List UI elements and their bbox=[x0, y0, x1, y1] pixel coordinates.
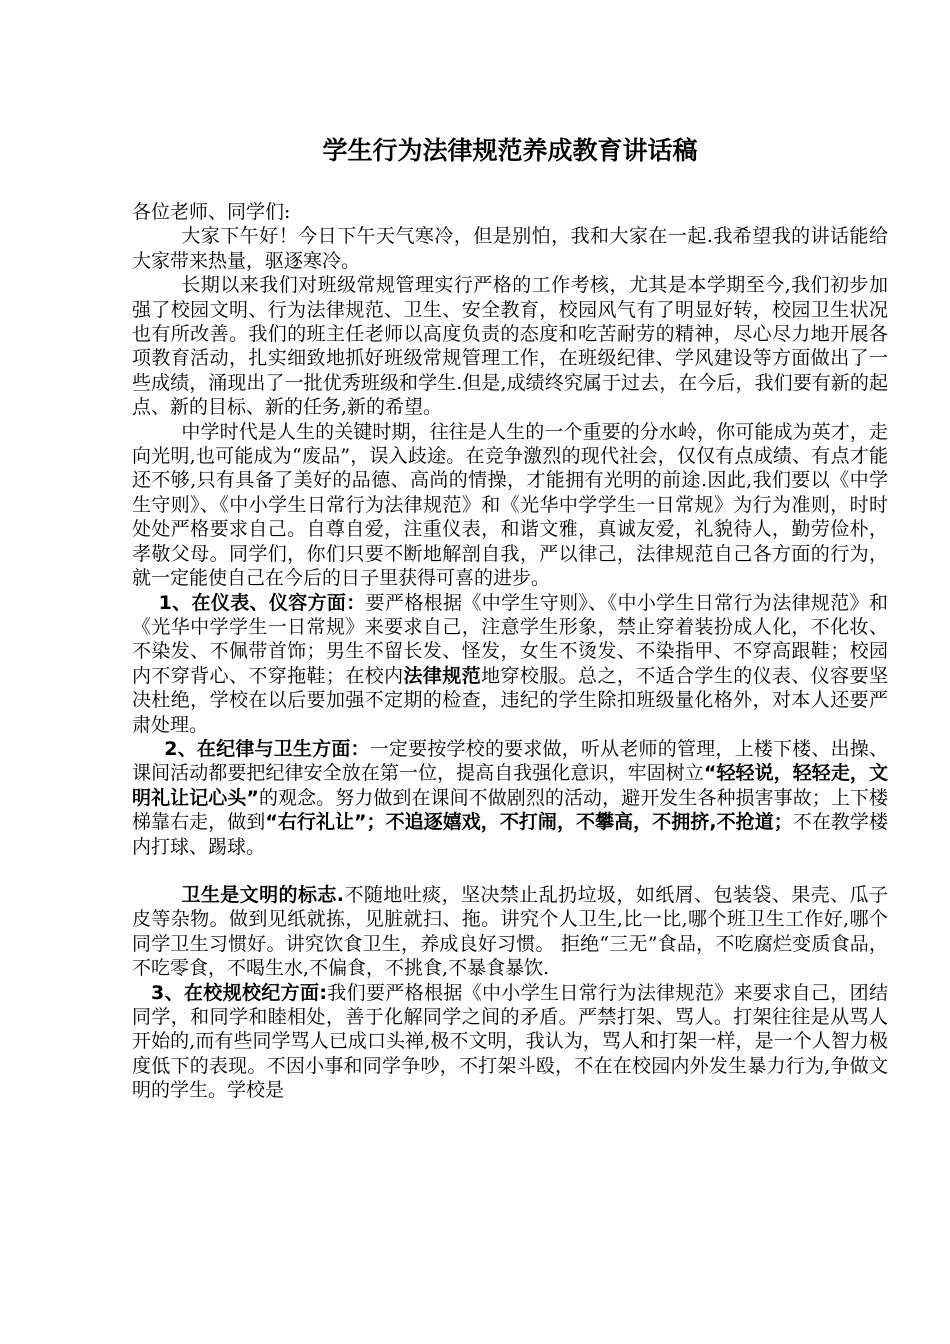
section-appearance-text-a: 要严格根据《中学生守则》、《中小学生日常行为法律规范》和《光华中学学生一日常规》来要求自己，注意学生形象，禁止穿着装扮成人化，不化妆、不染发、不佩带首饰；男生不留长发、怪发，女生不烫发、不染指甲、不穿高跟鞋；校园内不穿背心、不穿拖鞋；在校内 bbox=[132, 591, 888, 687]
document-body bbox=[132, 200, 888, 1103]
section-discipline-slogan: “轻轻说，轻轻走，文明礼让记心头” bbox=[132, 762, 888, 809]
section-appearance-text-b: 地穿校服。总之，不适合学生的仪表、仪容要坚决杜绝，学校在以后要加强不定期的检查，违纪的学生除扣班级量化格外，对本人还要严肃处理。 bbox=[132, 664, 888, 736]
section-hygiene-text: 不随地吐痰，坚决禁止乱扔垃圾，如纸屑、包装袋、果壳、瓜子皮等杂物。做到见纸就拣，见脏就扫、拖。讲究个人卫生,比一比,哪个班卫生工作好,哪个同学卫生习惯好。讲究饮食卫生，养成良好习惯。 拒绝“三无”食品，不吃腐烂变质食品，不吃零食，不喝生水,不偏食，不挑食,不暴食暴饮. bbox=[132, 883, 888, 980]
blank-line bbox=[132, 859, 888, 883]
section-discipline-text-b: 的观念。努力做到在课间不做剧烈的活动，避开发生各种损害事故；上下楼梯靠右走，做到 bbox=[132, 786, 888, 834]
paragraph-middle-school: 中学时代是人生的关键时期，往往是人生的一个重要的分水岭，你可能成为英才，走向光明,也可能成为“废品”，误入歧途。在竞争激烈的现代社会，仅仅有点成绩、有点才能还不够,只有具备了美好的品德、高尚的情操，才能拥有光明的前途.因此,我们要以《中学生守则》、《中小学生日常行为法律规范》和《光华中学学生一日常规》为行为准则，时时处处严格要求自己。自尊自爱，注重仪表，和谐文雅，真诚友爱，礼貌待人，勤劳俭朴，孝敬父母。同学们，你们只要不断地解剖自我，严以律己，法律规范自己各方面的行为，就一定能使自己在今后的日子里获得可喜的进步。 bbox=[132, 420, 888, 590]
section-appearance-heading: 1、在仪表、仪容方面： bbox=[158, 591, 366, 614]
greeting: 各位老师、同学们: bbox=[132, 201, 291, 223]
paragraph-welcome: 大家下午好！今日下午天气寒冷，但是别怕，我和大家在一起.我希望我的讲话能给大家带来热量，驱逐寒冷。 bbox=[132, 225, 888, 272]
section-school-rules-text: 我们要严格根据《中小学生日常行为法律规范》来要求自己，团结同学，和同学和睦相处，善于化解同学之间的矛盾。严禁打架、骂人。打架往往是从骂人开始的,而有些同学骂人已成口头禅,极不文明，我认为，骂人和打架一样，是一个人智力极度低下的表现。不因小事和同学争吵，不打架斗殴，不在在校园内外发生暴力行为,争做文明的学生。学校是 bbox=[132, 981, 888, 1102]
section-discipline-text-a: 一定要按学校的要求做，听从老师的管理，上楼下楼、出操、课间活动都要把纪律安全放在第一位，提高自我强化意识，牢固树立 bbox=[132, 737, 888, 785]
section-hygiene bbox=[132, 883, 888, 981]
section-discipline-text-c: 不在教学楼内打球、踢球。 bbox=[132, 811, 888, 858]
section-discipline bbox=[132, 737, 888, 859]
document-page bbox=[132, 0, 888, 1344]
section-discipline-heading: 2、在纪律与卫生方面： bbox=[164, 737, 370, 760]
section-appearance bbox=[132, 591, 888, 737]
section-hygiene-heading: 卫生是文明的标志. bbox=[181, 883, 345, 906]
document-title: 学生行为法律规范养成教育讲话稿 bbox=[322, 136, 698, 165]
section-school-rules bbox=[132, 981, 888, 1103]
section-appearance-bold: 法律规范 bbox=[403, 664, 482, 687]
section-discipline-rule: “右行礼让”；不追逐嬉戏，不打闹，不攀高，不拥挤,不抢道； bbox=[265, 811, 793, 834]
section-school-rules-heading: 3、在校规校纪方面: bbox=[151, 981, 327, 1004]
paragraph-achievements: 长期以来我们对班级常规管理实行严格的工作考核，尤其是本学期至今,我们初步加强了校园文明、行为法律规范、卫生、安全教育，校园风气有了明显好转，校园卫生状况也有所改善。我们的班主任老师以高度负责的态度和吃苦耐劳的精神，尽心尽力地开展各项教育活动，扎实细致地抓好班级常规管理工作，在班级纪律、学风建设等方面做出了一些成绩，涌现出了一批优秀班级和学生.但是,成绩终究属于过去，在今后，我们要有新的起点、新的目标、新的任务,新的希望。 bbox=[132, 274, 888, 419]
